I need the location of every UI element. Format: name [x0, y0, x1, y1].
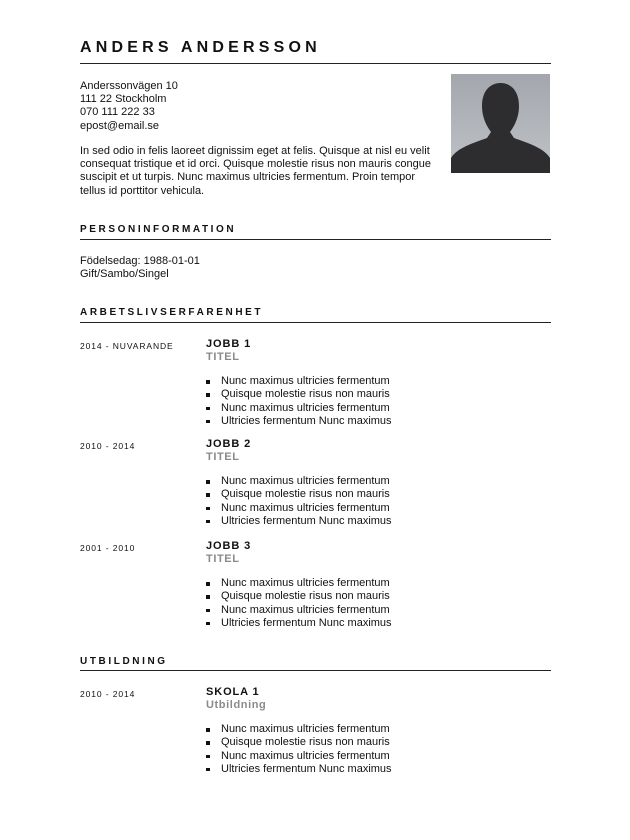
job-title: TITEL [206, 553, 240, 565]
bullet-square-icon [206, 420, 210, 424]
section-title-personal: PERSONINFORMATION [80, 224, 237, 235]
bullet-square-icon [206, 755, 210, 759]
bullet-square-icon [206, 493, 210, 497]
bullet-item [206, 415, 392, 428]
cv-name: ANDERS ANDERSSON [80, 39, 321, 56]
bullet-item [206, 475, 392, 488]
contact-city: 111 22 Stockholm [80, 93, 167, 106]
bullet-item [206, 590, 392, 603]
job-title: TITEL [206, 351, 240, 363]
intro-paragraph: In sed odio in felis laoreet dignissim eget at felis. Quisque at nisl eu velit consequat tristique et id orci. Quisque molestie risus non mauris congue suscipit et ut turpis. Nunc maximus ultricies fermentum. Proin tempor tellus id porttitor vehicula. [80, 145, 431, 197]
bullet-item [206, 577, 392, 590]
bullet-square-icon [206, 741, 210, 745]
bullet-text: Nunc maximus ultricies fermentum [221, 501, 390, 514]
section-divider-personal [80, 239, 551, 240]
bullet-text: Nunc maximus ultricies fermentum [221, 603, 390, 616]
bullet-square-icon [206, 595, 210, 599]
job-bullets [206, 475, 392, 528]
bullet-text: Nunc maximus ultricies fermentum [221, 475, 390, 487]
bullet-text: Quisque molestie risus non mauris [221, 488, 390, 501]
bullet-item [206, 723, 392, 736]
personal-info [80, 255, 200, 281]
school-dates: 2010 - 2014 [80, 689, 136, 699]
bullet-square-icon [206, 407, 210, 411]
bullet-square-icon [206, 380, 210, 384]
bullet-square-icon [206, 622, 210, 626]
bullet-item [206, 488, 392, 501]
job-dates: 2014 - NUVARANDE [80, 341, 174, 351]
job-heading: JOBB 2 [206, 438, 252, 450]
bullet-square-icon [206, 609, 210, 613]
birth-date: Födelsedag: 1988-01-01 [80, 255, 200, 267]
profile-photo [451, 74, 550, 173]
bullet-square-icon [206, 507, 210, 511]
school-heading: SKOLA 1 [206, 686, 260, 698]
bullet-square-icon [206, 768, 210, 772]
contact-street: Anderssonvägen 10 [80, 80, 178, 92]
school-bullets [206, 723, 392, 776]
bullet-item [206, 502, 392, 515]
bullet-item [206, 763, 392, 776]
bullet-item [206, 736, 392, 749]
section-divider-education [80, 670, 551, 671]
bullet-item [206, 604, 392, 617]
job-heading: JOBB 3 [206, 540, 252, 552]
bullet-text: Ultricies fermentum Nunc maximus [221, 514, 392, 527]
bullet-text: Nunc maximus ultricies fermentum [221, 749, 390, 762]
header-divider [80, 63, 551, 64]
job-bullets [206, 577, 392, 630]
school-program: Utbildning [206, 699, 267, 711]
bullet-item [206, 515, 392, 528]
bullet-text: Quisque molestie risus non mauris [221, 736, 390, 749]
bullet-item [206, 402, 392, 415]
section-divider-work [80, 322, 551, 323]
bullet-text: Quisque molestie risus non mauris [221, 590, 390, 603]
person-silhouette-icon [451, 74, 550, 173]
job-dates: 2010 - 2014 [80, 441, 136, 451]
contact-email: epost@email.se [80, 119, 160, 132]
job-bullets [206, 375, 392, 428]
bullet-text: Ultricies fermentum Nunc maximus [221, 616, 392, 629]
bullet-item [206, 375, 392, 388]
bullet-square-icon [206, 582, 210, 586]
marital-status: Gift/Sambo/Singel [80, 268, 169, 280]
bullet-square-icon [206, 520, 210, 524]
section-title-work: ARBETSLIVSERFARENHET [80, 307, 264, 318]
bullet-text: Quisque molestie risus non mauris [221, 388, 390, 401]
job-heading: JOBB 1 [206, 338, 252, 350]
bullet-square-icon [206, 728, 210, 732]
bullet-item [206, 388, 392, 401]
contact-phone: 070 111 222 33 [80, 106, 155, 119]
bullet-square-icon [206, 393, 210, 397]
bullet-text: Nunc maximus ultricies fermentum [221, 401, 390, 414]
bullet-text: Nunc maximus ultricies fermentum [221, 577, 390, 589]
bullet-square-icon [206, 480, 210, 484]
bullet-item [206, 617, 392, 630]
bullet-text: Nunc maximus ultricies fermentum [221, 375, 390, 387]
section-title-education: UTBILDNING [80, 656, 168, 667]
bullet-item [206, 750, 392, 763]
bullet-text: Ultricies fermentum Nunc maximus [221, 414, 392, 427]
job-dates: 2001 - 2010 [80, 543, 136, 553]
job-title: TITEL [206, 451, 240, 463]
contact-block [80, 80, 178, 133]
bullet-text: Nunc maximus ultricies fermentum [221, 723, 390, 735]
bullet-text: Ultricies fermentum Nunc maximus [221, 762, 392, 775]
